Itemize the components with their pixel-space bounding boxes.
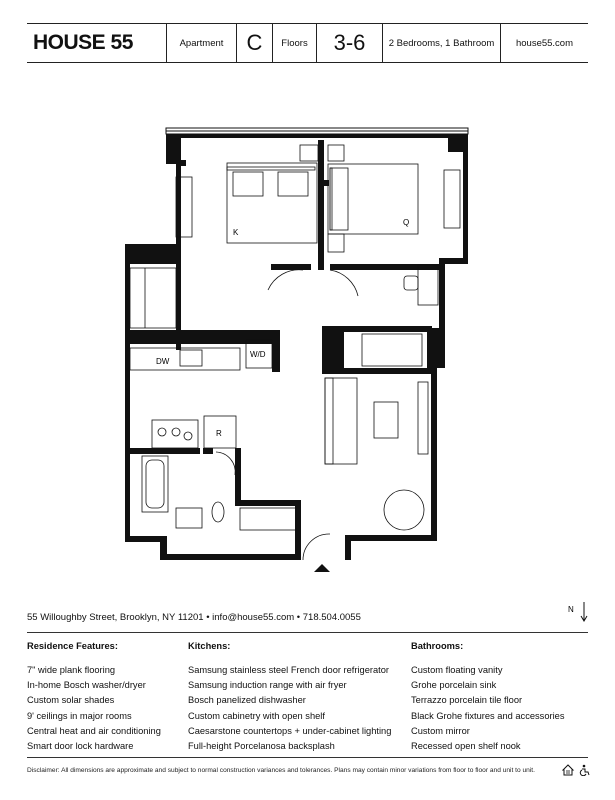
list-item: In-home Bosch washer/dryer <box>27 680 146 691</box>
list-item: Caesarstone countertops + under-cabinet lighting <box>188 725 392 736</box>
list-item: Grohe porcelain sink <box>411 680 497 691</box>
unit-layout: 2 Bedrooms, 1 Bathroom <box>383 24 501 62</box>
floors-value: 3-6 <box>317 24 383 62</box>
divider <box>27 632 588 633</box>
disclaimer: Disclaimer: All dimensions are approximate and subject to normal construction variances and tolerances. Plans may contain minor variations from floor to floor and unit to unit. <box>27 767 535 774</box>
equal-housing-icon <box>563 765 573 775</box>
bathroom-features <box>411 641 564 754</box>
list-item: Terrazzo porcelain tile floor <box>411 695 523 706</box>
column-heading: Residence Features: <box>27 641 118 651</box>
list-item: Custom floating vanity <box>411 665 503 675</box>
list-item: Samsung induction range with air fryer <box>188 680 347 691</box>
compliance-icons <box>562 763 594 775</box>
list-item: Recessed open shelf nook <box>411 740 521 751</box>
list-item: Custom mirror <box>411 725 470 736</box>
floors-label: Floors <box>273 24 317 62</box>
list-item: Black Grohe fixtures and accessories <box>411 710 565 721</box>
king-bed-label: K <box>233 228 239 237</box>
column-heading: Bathrooms: <box>411 641 464 651</box>
north-arrow-icon <box>566 600 596 630</box>
north-label: N <box>568 605 574 614</box>
list-item: Smart door lock hardware <box>27 740 134 751</box>
brand-logo: HOUSE 55 <box>27 24 167 62</box>
queen-bed-label: Q <box>403 218 410 227</box>
list-item: Custom cabinetry with open shelf <box>188 710 325 721</box>
list-item: Bosch panelized dishwasher <box>188 695 306 706</box>
apartment-letter: C <box>237 24 273 62</box>
list-item: 7" wide plank flooring <box>27 665 116 675</box>
list-item: 9' ceilings in major rooms <box>27 710 132 721</box>
entrance-marker <box>314 564 330 572</box>
washer-dryer-label: W/D <box>250 350 266 359</box>
residence-features <box>27 641 161 754</box>
list-item: Central heat and air conditioning <box>27 725 161 736</box>
column-heading: Kitchens: <box>188 641 231 651</box>
dishwasher-label: DW <box>156 357 170 366</box>
list-item: Samsung stainless steel French door refrigerator <box>188 665 390 675</box>
refrigerator-label: R <box>216 429 222 438</box>
list-item: Full-height Porcelanosa backsplash <box>188 740 335 751</box>
list-item: Custom solar shades <box>27 695 115 706</box>
apartment-label: Apartment <box>167 24 237 62</box>
contact-line: 55 Willoughby Street, Brooklyn, NY 11201 • info@house55.com • 718.504.0055 <box>27 612 361 623</box>
accessibility-icon <box>580 765 589 776</box>
kitchen-features <box>188 641 391 754</box>
website-link[interactable]: house55.com <box>515 37 574 49</box>
divider <box>27 757 588 758</box>
